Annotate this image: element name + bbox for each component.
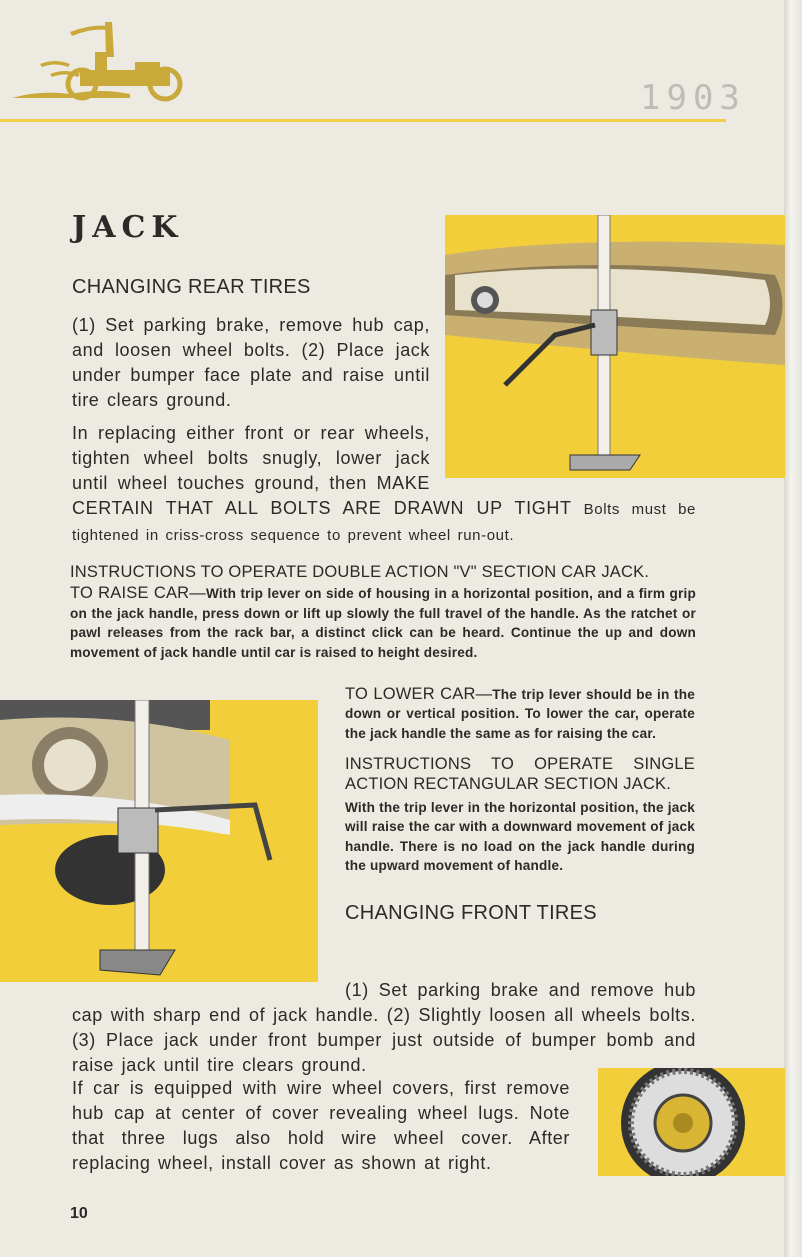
double-action-heading: INSTRUCTIONS TO OPERATE DOUBLE ACTION "V" SECTION CAR JACK. (70, 563, 650, 581)
year-label: 1903 (640, 78, 746, 118)
rear-tires-step-text: (1) Set parking brake, remove hub cap, and loosen wheel bolts. (2) Place jack under bumper face plate and raise until tire clears ground. (72, 315, 430, 410)
header-rule (0, 119, 726, 122)
front-bumper-jack-photo (0, 700, 318, 982)
antique-car-logo (10, 12, 190, 102)
raise-car-label: TO RAISE CAR— (70, 584, 206, 603)
rear-tires-sequence: Bolts must be tightened in criss-cross sequence to prevent wheel run-out. (72, 501, 696, 544)
rear-tires-warning: In replacing either front or rear wheels, tighten wheel bolts snugly, lower jack until wheel touches ground, then MAKE CERTAIN THAT ALL BOLTS ARE DRAWN UP TIGHT (72, 423, 572, 518)
single-action-text: With the trip lever in the horizontal position, the jack will raise the car with a downward movement of jack handle. There is no load on the jack handle during the upward movement of handle. (345, 800, 695, 874)
lower-car-label: TO LOWER CAR— (345, 685, 493, 703)
page-edge (784, 0, 802, 1257)
lower-car-text (345, 685, 695, 743)
page-number: 10 (70, 1205, 88, 1222)
wire-wheel-note: If car is equipped with wire wheel covers, first remove hub cap at center of cover revealing wheel lugs. Note that three lugs also hold wire wheel cover. After replacing wheel, install cover as shown at right. (72, 1078, 570, 1173)
single-action-heading: INSTRUCTIONS TO OPERATE SINGLE ACTION RECTANGULAR SECTION JACK. (345, 755, 695, 793)
page-title: JACK (72, 210, 184, 245)
lower-car-body: The trip lever should be in the down or vertical position. To lower the car, operate the jack handle the same as for raising the car. (345, 687, 695, 741)
raise-car-text (70, 584, 696, 662)
front-tires-step-text: (1) Set parking brake and remove hub cap with sharp end of jack handle. (2) Slightly loosen all wheels bolts. (3) Place jack under front bumper just outside of bumper bomb and raise jack until tire clears ground. (72, 980, 696, 1075)
raise-car-body: With trip lever on side of housing in a horizontal position, and a firm grip on the jack handle, press down or lift up slowly the full travel of the handle. As the ratchet or pawl releases from the rack bar, a distinct click can be heard. Continue the up and down movement of jack handle until car is raised to height desired. (70, 586, 696, 660)
wire-wheel-cover-photo (598, 1068, 785, 1176)
rear-tires-heading: CHANGING REAR TIRES (72, 276, 311, 298)
front-tires-heading: CHANGING FRONT TIRES (345, 901, 597, 924)
